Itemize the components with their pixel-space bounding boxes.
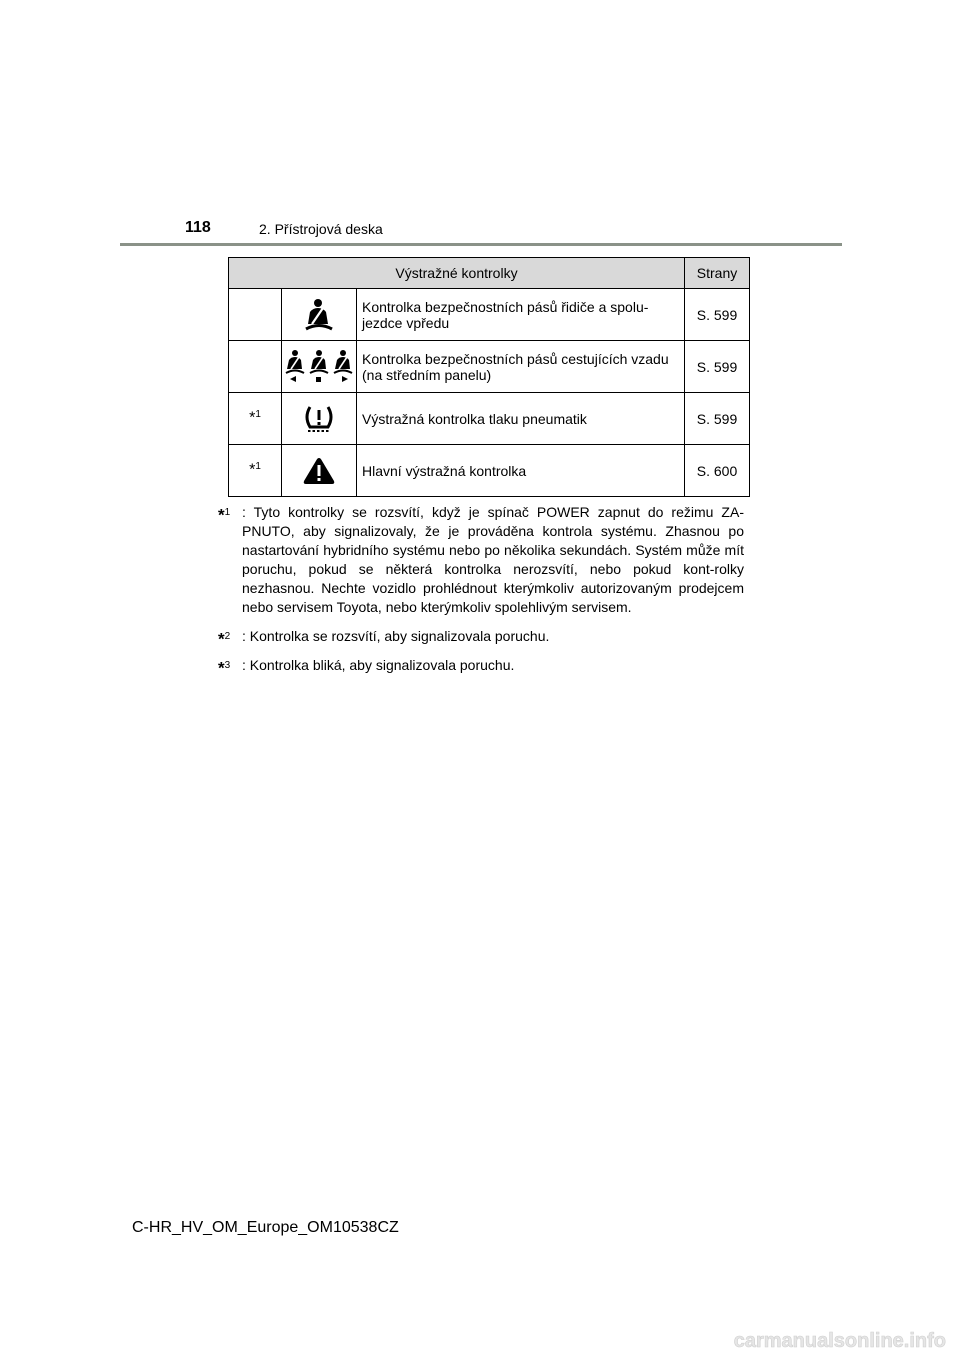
footnote-number: 2 xyxy=(224,631,231,642)
row-page-ref: S. 599 xyxy=(685,341,750,393)
seatbelt-front-icon xyxy=(304,298,334,332)
row-page-ref: S. 599 xyxy=(685,289,750,341)
watermark-text: carmanualsonline.info xyxy=(733,1330,946,1352)
footnotes xyxy=(218,503,744,685)
asterisk-mark: * xyxy=(218,505,225,525)
footnote-2 xyxy=(218,627,744,649)
row-mark-cell xyxy=(229,445,282,497)
asterisk-mark: * xyxy=(218,629,225,649)
icon-cell xyxy=(282,445,357,497)
footnote-text: : Kontrolka se rozsvítí, aby signalizovala poruchu. xyxy=(242,628,550,644)
header-warning-lights: Výstražné kontrolky xyxy=(229,258,685,289)
row-mark-cell xyxy=(229,289,282,341)
footnote-marker xyxy=(218,627,230,650)
row-page-ref: S. 599 xyxy=(685,393,750,445)
row-mark-cell xyxy=(229,341,282,393)
asterisk-mark: * xyxy=(249,461,256,479)
icon-cell xyxy=(282,289,357,341)
tire-pressure-icon xyxy=(302,404,336,434)
footnote-number: 1 xyxy=(224,507,231,518)
watermark-logo xyxy=(676,1328,946,1352)
header-divider xyxy=(120,243,842,246)
table-row xyxy=(229,393,750,445)
asterisk-mark: * xyxy=(249,409,256,427)
master-warning-icon xyxy=(302,456,336,486)
table-header-row xyxy=(229,258,750,289)
row-description: Kontrolka bezpečnostních pásů řidiče a spolu-jezdce vpředu xyxy=(357,289,685,341)
footnote-text: : Tyto kontrolky se rozsvítí, když je spínač POWER zapnut do režimu ZA-PNUTO, aby signalizovaly, že je prováděna kontrola systému. Zhasnou po nastartování hybridního systému nebo po několika sekundách. Systém může mít poruchu, pokud se některá kontrolka nerozsvítí, nebo pokud kont-rolky nezhasnou. Nechte vozidlo prohlédnout kterýmkoliv autorizovaným prodejcem nebo servisem Toyota, nebo kterýmkoliv spolehlivým servisem. xyxy=(242,504,744,615)
row-description: Výstražná kontrolka tlaku pneumatik xyxy=(357,393,685,445)
document-code: C-HR_HV_OM_Europe_OM10538CZ xyxy=(132,1219,399,1236)
footnote-number: 3 xyxy=(224,660,231,671)
footnote-marker xyxy=(218,656,230,679)
row-description: Hlavní výstražná kontrolka xyxy=(357,445,685,497)
table-row xyxy=(229,341,750,393)
footnote-ref: 1 xyxy=(255,461,261,473)
footnote-marker xyxy=(218,503,230,526)
chapter-title: 2. Přístrojová deska xyxy=(259,221,383,237)
row-mark-cell xyxy=(229,393,282,445)
seatbelt-rear-icon xyxy=(284,349,354,385)
footnote-1 xyxy=(218,503,744,617)
page-number: 118 xyxy=(185,219,211,236)
footnote-ref: 1 xyxy=(255,409,261,421)
table-row xyxy=(229,445,750,497)
icon-cell xyxy=(282,393,357,445)
warning-lights-table xyxy=(228,257,750,497)
row-page-ref: S. 600 xyxy=(685,445,750,497)
asterisk-mark: * xyxy=(218,658,225,678)
table-row xyxy=(229,289,750,341)
footnote-text: : Kontrolka bliká, aby signalizovala poruchu. xyxy=(242,657,515,673)
icon-cell xyxy=(282,341,357,393)
header-pages: Strany xyxy=(685,258,750,289)
row-description: Kontrolka bezpečnostních pásů cestujících vzadu (na středním panelu) xyxy=(357,341,685,393)
footnote-3 xyxy=(218,656,744,678)
